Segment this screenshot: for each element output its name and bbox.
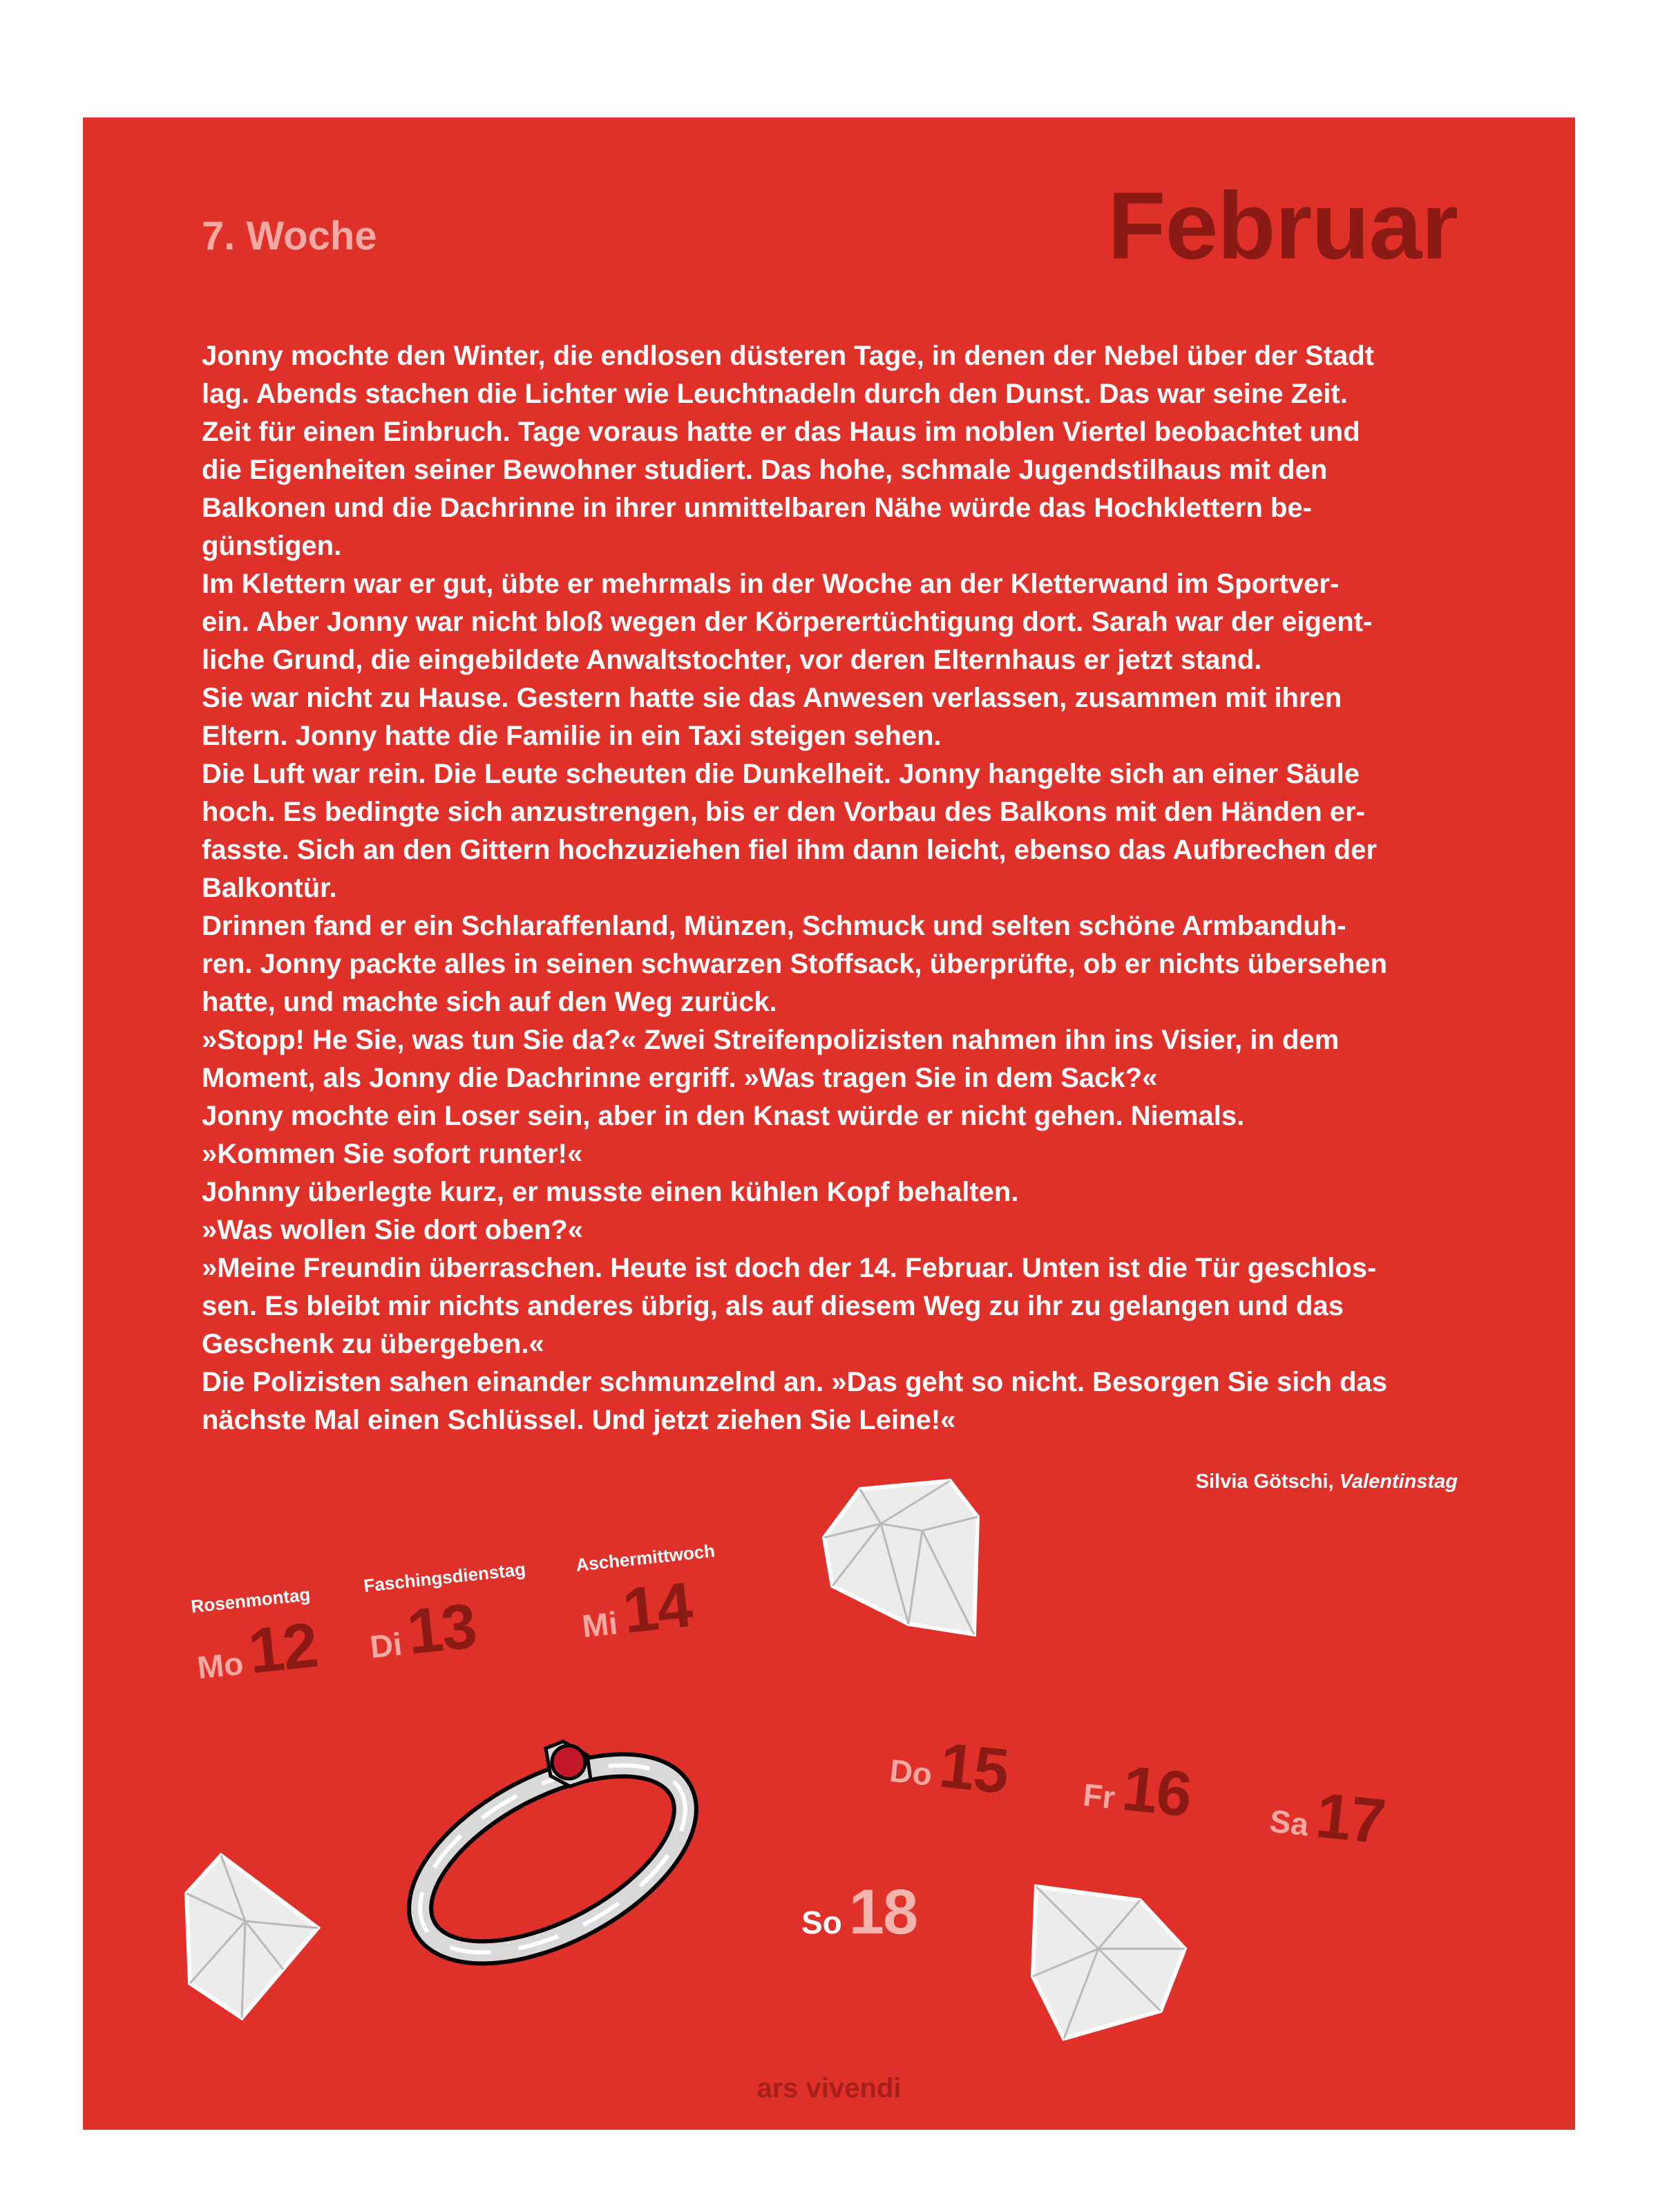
diamond-icon	[819, 1475, 991, 1641]
day-number: 13	[403, 1590, 479, 1668]
story-line: Drinnen fand er ein Schlaraffenland, Münzen, Schmuck und selten schöne Armbanduh-	[202, 911, 1346, 941]
day-abbr: Do	[888, 1752, 934, 1793]
story-line: »Stopp! He Sie, was tun Sie da?« Zwei Streifenpolizisten nahmen ihn ins Visier, in dem	[202, 1025, 1340, 1055]
story-line: sen. Es bleibt mir nichts anderes übrig, als auf diesem Weg zu ihr zu gelangen und das	[202, 1291, 1344, 1321]
story-text	[202, 337, 1466, 1439]
story-line: Jonny mochte den Winter, die endlosen düsteren Tage, in denen der Nebel über der Stadt	[202, 341, 1374, 371]
story-line: Im Klettern war er gut, übte er mehrmals in der Woche an der Kletterwand im Sportver-	[202, 569, 1340, 599]
story-line: ren. Jonny packte alles in seinen schwarzen Stoffsack, überprüfte, ob er nichts übersehen	[202, 949, 1388, 979]
story-line: Geschenk zu übergeben.«	[202, 1329, 544, 1359]
day-number: 17	[1313, 1779, 1388, 1857]
story-line: ein. Aber Jonny war nicht bloß wegen der Körperertüchtigung dort. Sarah war der eigent-	[202, 607, 1373, 637]
day-thursday	[887, 1724, 1011, 1808]
story-line: fasste. Sich an den Gittern hochzuziehen fiel ihm dann leicht, ebenso das Aufbrechen der	[202, 835, 1378, 865]
diamond-icon	[1022, 1873, 1195, 2045]
day-number: 18	[848, 1877, 917, 1947]
attribution	[1196, 1471, 1458, 1493]
day-sunday	[801, 1876, 917, 1949]
story-line: liche Grund, die eingebildete Anwaltstochter, vor deren Elternhaus er jetzt stand.	[202, 645, 1262, 675]
day-abbr: Di	[368, 1625, 404, 1665]
story-line: lag. Abends stachen die Lichter wie Leuchtnadeln durch den Dunst. Das war seine Zeit.	[202, 379, 1348, 409]
day-number: 14	[619, 1569, 695, 1647]
story-title: Valentinstag	[1339, 1471, 1458, 1493]
story-line: nächste Mal einen Schlüssel. Und jetzt ziehen Sie Leine!«	[202, 1405, 956, 1435]
day-number: 16	[1118, 1752, 1194, 1831]
diamond-icon	[180, 1845, 339, 2025]
day-number: 12	[245, 1609, 321, 1688]
story-line: »Kommen Sie sofort runter!«	[202, 1139, 583, 1169]
story-line: günstigen.	[202, 531, 342, 561]
story-line: Zeit für einen Einbruch. Tage voraus hatte er das Haus im noblen Viertel beobachtet und	[202, 417, 1360, 447]
week-label: 7. Woche	[202, 214, 377, 258]
story-line: »Was wollen Sie dort oben?«	[202, 1215, 583, 1245]
day-abbr: Sa	[1268, 1802, 1311, 1843]
author-name: Silvia Götschi,	[1195, 1471, 1334, 1493]
calendar-page	[83, 117, 1575, 2130]
story-line: hatte, und machte sich auf den Weg zurück.	[202, 987, 777, 1017]
story-line: »Meine Freundin überraschen. Heute ist doch der 14. Februar. Unten ist die Tür geschlos-	[202, 1253, 1377, 1283]
day-abbr: Mo	[196, 1645, 245, 1686]
story-line: Jonny mochte ein Loser sein, aber in den Knast würde er nicht gehen. Niemals.	[202, 1101, 1245, 1131]
day-holiday-label: Rosenmontag	[190, 1583, 312, 1617]
story-line: Sie war nicht zu Hause. Gestern hatte sie das Anwesen verlassen, zusammen mit ihren	[202, 683, 1342, 713]
day-abbr: Fr	[1081, 1776, 1117, 1816]
day-friday	[1080, 1748, 1194, 1832]
day-monday	[190, 1584, 321, 1694]
story-line: Die Polizisten sahen einander schmunzelnd an. »Das geht so nicht. Besorgen Sie sich das	[202, 1367, 1388, 1397]
day-wednesday	[575, 1540, 724, 1652]
story-line: Balkontür.	[202, 873, 337, 903]
story-line: Eltern. Jonny hatte die Familie in ein Taxi steigen sehen.	[202, 721, 942, 751]
day-number: 15	[936, 1730, 1011, 1808]
day-abbr: So	[801, 1904, 842, 1940]
story-line: Balkonen und die Dachrinne in ihrer unmittelbaren Nähe würde das Hochklettern be-	[202, 493, 1312, 523]
day-tuesday	[363, 1558, 535, 1673]
month-title: Februar	[1107, 173, 1458, 279]
day-saturday	[1267, 1775, 1388, 1859]
story-line: Johnny überlegte kurz, er musste einen kühlen Kopf behalten.	[202, 1177, 1019, 1207]
day-holiday-label: Aschermittwoch	[575, 1540, 716, 1576]
ring-icon	[390, 1721, 715, 1956]
publisher-logo: ars vivendi	[756, 2073, 902, 2104]
story-line: Moment, als Jonny die Dachrinne ergriff. »Was tragen Sie in dem Sack?«	[202, 1063, 1158, 1093]
story-line: hoch. Es bedingte sich anzustrengen, bis er den Vorbau des Balkons mit den Händen er-	[202, 797, 1366, 827]
day-abbr: Mi	[580, 1605, 620, 1645]
story-line: Die Luft war rein. Die Leute scheuten die Dunkelheit. Jonny hangelte sich an einer Säule	[202, 759, 1360, 789]
story-line: die Eigenheiten seiner Bewohner studiert. Das hohe, schmale Jugendstilhaus mit den	[202, 455, 1328, 485]
day-holiday-label: Faschingsdienstag	[363, 1558, 527, 1596]
